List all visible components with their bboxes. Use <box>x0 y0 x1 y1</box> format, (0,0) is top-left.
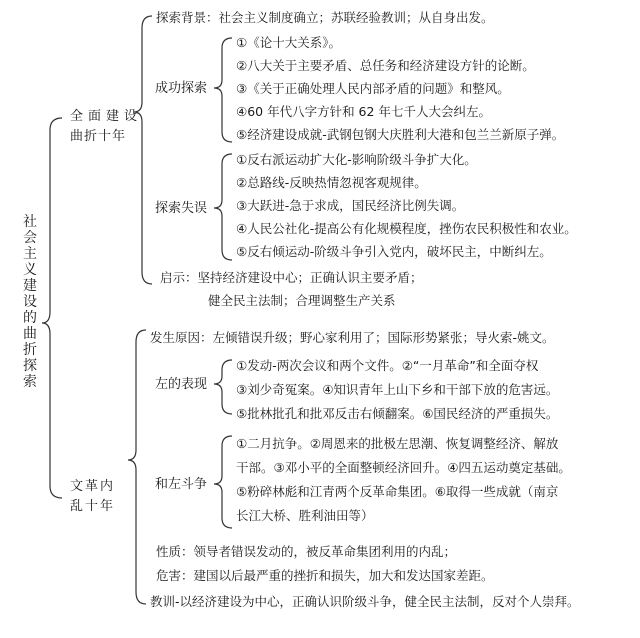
success-item: ①《论十大关系》。 <box>236 35 341 50</box>
left-line: ①发动-两次会议和两个文件。②“一月革命”和全面夺权 <box>236 358 539 373</box>
struggle-line: 长江大桥、胜利油田等） <box>236 508 374 523</box>
section2-label-line1: 文革内 <box>70 479 116 494</box>
root-title: 社会主义建设的曲折探索 <box>23 214 37 390</box>
struggle-line: ①二月抗争。②周恩来的批极左思潮、恢复调整经济、解放 <box>236 436 559 451</box>
success-bracket <box>214 38 232 142</box>
success-item: ②八大关于主要矛盾、总任务和经济建设方针的论断。 <box>236 58 535 73</box>
left-label: 左的表现 <box>155 377 208 392</box>
section2-label-line2: 乱十年 <box>70 499 116 514</box>
failure-label: 探索失误 <box>155 201 208 216</box>
failure-item: ⑤反右倾运动-阶级斗争引入党内，破坏民主，中断纠左。 <box>236 244 552 259</box>
struggle-line: 干部。③邓小平的全面整顿经济回升。④四五运动奠定基础。 <box>236 460 571 475</box>
root-bracket <box>42 118 62 498</box>
section1-bracket <box>134 16 152 284</box>
failure-item: ①反右派运动扩大化-影响阶级斗争扩大化。 <box>236 152 477 167</box>
section2-cause: 发生原因：左倾错误升级；野心家利用了；国际形势紧张；导火索-姚文。 <box>150 330 555 345</box>
failure-item: ③大跃进-急于求成，国民经济比例失调。 <box>236 198 465 213</box>
success-item: ④60 年代八字方针和 62 年七千人大会纠左。 <box>236 104 491 119</box>
section1-lesson-line1: 启示：坚持经济建设中心；正确认识主要矛盾； <box>160 270 423 285</box>
struggle-label: 和左斗争 <box>155 477 208 492</box>
failure-item: ②总路线-反映热情忽视客观规律。 <box>236 175 427 190</box>
section1-label-line2: 曲折十年 <box>70 129 127 144</box>
failure-bracket <box>214 154 232 260</box>
success-label: 成功探索 <box>155 81 208 96</box>
section2-bracket <box>128 330 146 604</box>
struggle-line: ⑤粉碎林彪和江青两个反革命集团。⑥取得一些成就（南京 <box>236 484 559 499</box>
struggle-bracket <box>214 436 232 528</box>
left-line: ③刘少奇冤案。④知识青年上山下乡和干部下放的危害远。 <box>236 382 559 397</box>
left-bracket <box>214 360 232 414</box>
section2-lesson: 教训-以经济建设为中心，正确认识阶级斗争，健全民主法制，反对个人崇拜。 <box>150 594 580 609</box>
success-item: ③《关于正确处理人民内部矛盾的问题》和整风。 <box>236 81 510 96</box>
failure-item: ④人民公社化-提高公有化规模程度，挫伤农民积极性和农业。 <box>236 221 577 236</box>
section1-label-line1: 全面建设 <box>70 109 143 124</box>
section2-harm: 危害：建国以后最严重的挫折和损失，加大和发达国家差距。 <box>156 568 494 583</box>
left-line: ⑤批林批孔和批邓反击右倾翻案。⑥国民经济的严重损失。 <box>236 406 559 421</box>
section2-nature: 性质：领导者错误发动的，被反革命集团利用的内乱； <box>156 544 457 559</box>
section1-lesson-line2: 健全民主法制；合理调整生产关系 <box>208 293 396 308</box>
success-item: ⑤经济建设成就-武钢包钢大庆胜利大港和包兰兰新原子弹。 <box>236 127 565 142</box>
section1-background: 探索背景：社会主义制度确立；苏联经验教训；从自身出发。 <box>156 10 494 25</box>
